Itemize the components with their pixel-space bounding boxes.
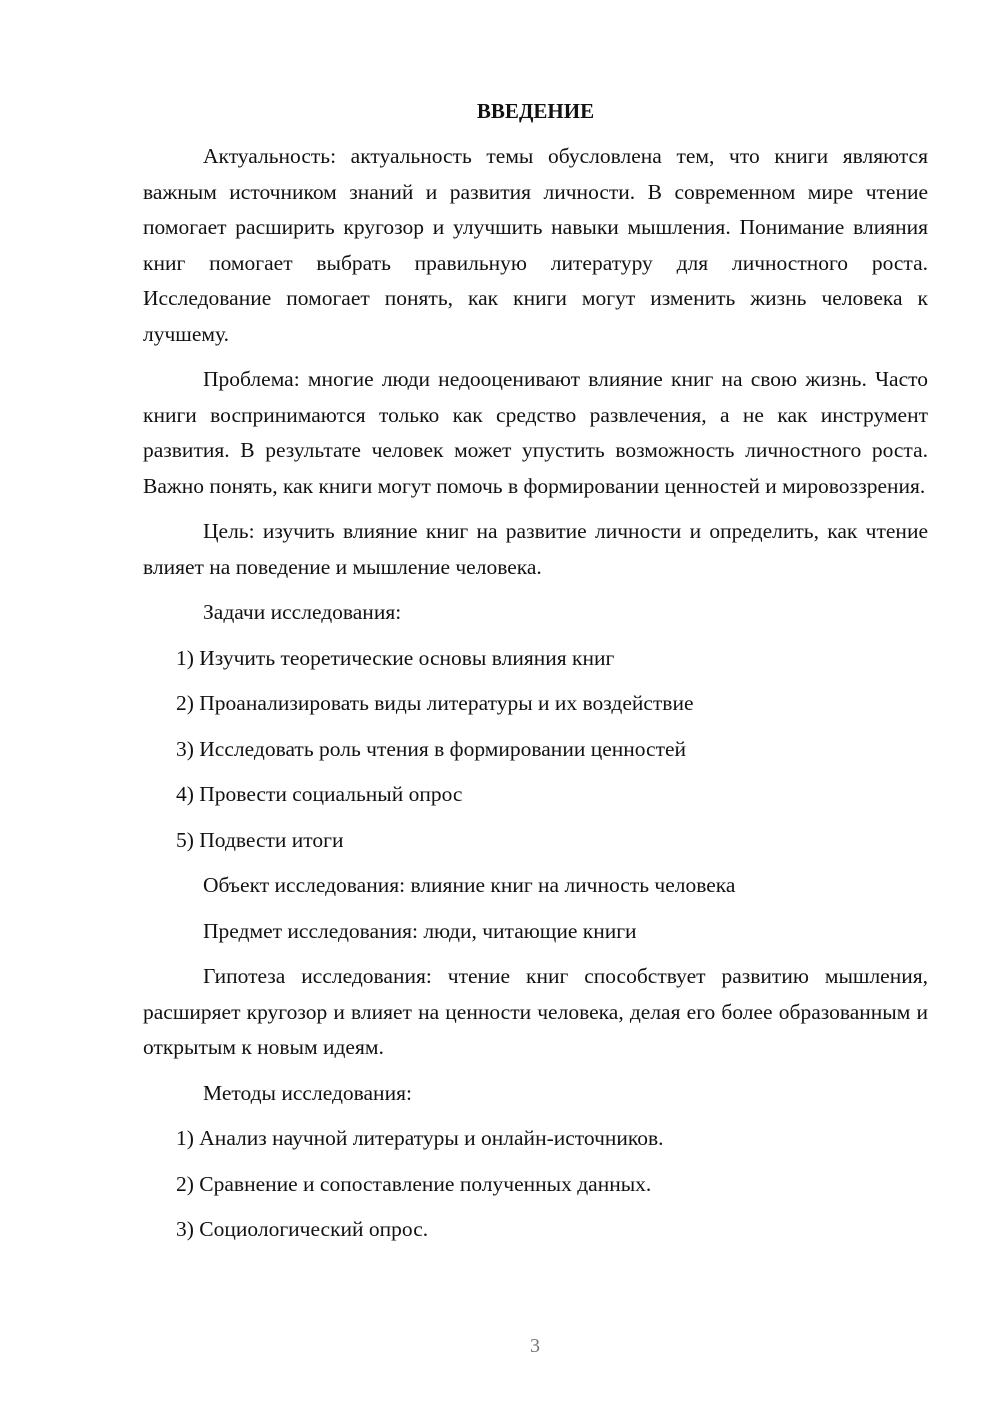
list-item: 5) Подвести итоги	[176, 827, 344, 852]
list-item: 3) Исследовать роль чтения в формировании ценностей	[176, 736, 687, 761]
list-item: 1) Изучить теоретические основы влияния книг	[176, 645, 615, 670]
list-item: 3) Социологический опрос.	[176, 1217, 429, 1241]
research-subject: Предмет исследования: люди, читающие книги	[203, 918, 637, 943]
tasks-heading: Задачи исследования:	[203, 600, 402, 624]
list-item: 2) Сравнение и сопоставление полученных данных.	[176, 1171, 652, 1196]
research-object: Объект исследования: влияние книг на личность человека	[203, 873, 736, 897]
list-item: 1) Анализ научной литературы и онлайн-источников.	[176, 1126, 664, 1150]
methods-heading: Методы исследования:	[203, 1080, 412, 1105]
list-item: 4) Провести социальный опрос	[176, 782, 463, 806]
page-content	[143, 96, 928, 1258]
section-title: ВВЕДЕНИЕ	[476, 99, 595, 123]
paragraph-problem: Проблема: многие люди недооценивают влияние книг на свою жизнь. Часто книги воспринимаются только как средство развлечения, а не как инструмент развития. В результате человек может упустить возможность личностного роста. Важно понять, как книги могут помочь в формировании ценностей и мировоззрения.	[143, 367, 928, 498]
list-item: 2) Проанализировать виды литературы и их воздействие	[176, 691, 694, 715]
paragraph-goal: Цель: изучить влияние книг на развитие личности и определить, как чтение влияет на поведение и мышление человека.	[143, 519, 928, 579]
page-number: 3	[530, 1335, 540, 1357]
paragraph-hypothesis: Гипотеза исследования: чтение книг способствует развитию мышления, расширяет кругозор и влияет на ценности человека, делая его более образованным и открытым к новым идеям.	[143, 964, 928, 1059]
paragraph-relevance: Актуальность: актуальность темы обусловлена тем, что книги являются важным источником знаний и развития личности. В современном мире чтение помогает расширить кругозор и улучшить навыки мышления. Понимание влияния книг помогает выбрать правильную литературу для личностного роста. Исследование помогает понять, как книги могут изменить жизнь человека к лучшему.	[143, 144, 928, 346]
methods-list	[143, 1121, 928, 1248]
tasks-list	[143, 641, 928, 859]
